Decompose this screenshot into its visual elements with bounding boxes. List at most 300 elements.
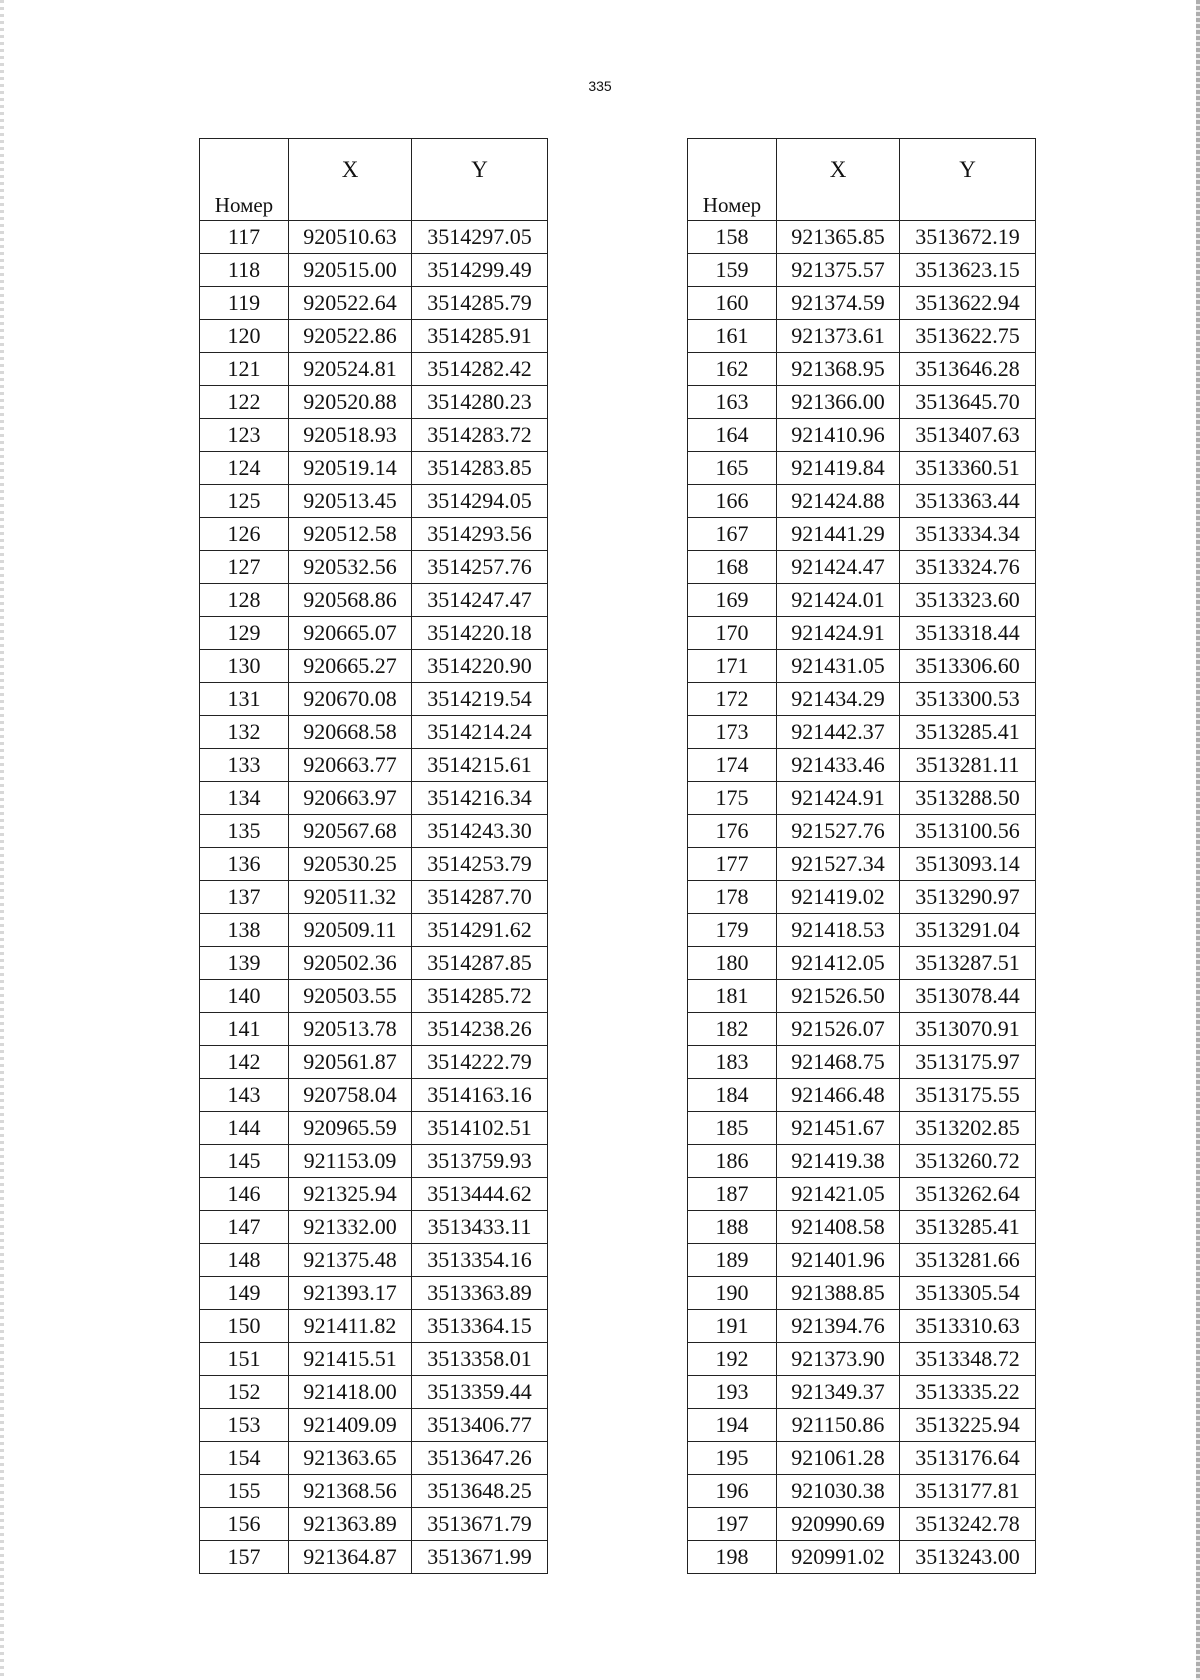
point-number-cell: 132 [200, 716, 289, 749]
x-coordinate-cell: 920663.97 [289, 782, 412, 815]
x-coordinate-cell: 921419.38 [777, 1145, 900, 1178]
point-number-cell: 128 [200, 584, 289, 617]
y-coordinate-cell: 3513622.94 [900, 287, 1036, 320]
table-row [200, 1376, 548, 1409]
x-coordinate-cell: 921375.48 [289, 1244, 412, 1277]
table-row [688, 1178, 1036, 1211]
table-row [200, 617, 548, 650]
table-row [688, 353, 1036, 386]
x-coordinate-cell: 921373.61 [777, 320, 900, 353]
point-number-cell: 175 [688, 782, 777, 815]
table-row [688, 1079, 1036, 1112]
y-coordinate-cell: 3514285.72 [412, 980, 548, 1013]
x-coordinate-cell: 921368.56 [289, 1475, 412, 1508]
table-row [688, 1277, 1036, 1310]
x-coordinate-cell: 920511.32 [289, 881, 412, 914]
point-number-cell: 184 [688, 1079, 777, 1112]
point-number-cell: 196 [688, 1475, 777, 1508]
y-coordinate-cell: 3513407.63 [900, 419, 1036, 452]
table-row [688, 419, 1036, 452]
point-number-cell: 146 [200, 1178, 289, 1211]
point-number-cell: 150 [200, 1310, 289, 1343]
x-coordinate-cell: 921325.94 [289, 1178, 412, 1211]
y-coordinate-cell: 3513078.44 [900, 980, 1036, 1013]
y-coordinate-cell: 3513406.77 [412, 1409, 548, 1442]
point-number-cell: 135 [200, 815, 289, 848]
y-coordinate-cell: 3513177.81 [900, 1475, 1036, 1508]
point-number-cell: 177 [688, 848, 777, 881]
table-row [200, 584, 548, 617]
point-number-cell: 185 [688, 1112, 777, 1145]
table-row [688, 254, 1036, 287]
x-coordinate-cell: 920668.58 [289, 716, 412, 749]
point-number-cell: 143 [200, 1079, 289, 1112]
table-row [688, 1145, 1036, 1178]
y-coordinate-cell: 3514293.56 [412, 518, 548, 551]
y-coordinate-cell: 3513287.51 [900, 947, 1036, 980]
point-number-cell: 191 [688, 1310, 777, 1343]
y-coordinate-cell: 3513363.89 [412, 1277, 548, 1310]
point-number-cell: 169 [688, 584, 777, 617]
x-coordinate-cell: 921424.47 [777, 551, 900, 584]
x-coordinate-cell: 920513.45 [289, 485, 412, 518]
table-row [200, 287, 548, 320]
y-coordinate-cell: 3513306.60 [900, 650, 1036, 683]
x-coordinate-cell: 921363.65 [289, 1442, 412, 1475]
x-coordinate-cell: 920530.25 [289, 848, 412, 881]
y-coordinate-cell: 3513671.79 [412, 1508, 548, 1541]
coordinates-table-left [199, 138, 548, 1574]
table-row [200, 1409, 548, 1442]
table-row [688, 551, 1036, 584]
y-coordinate-cell: 3514299.49 [412, 254, 548, 287]
table-row [688, 452, 1036, 485]
y-coordinate-cell: 3513323.60 [900, 584, 1036, 617]
y-coordinate-cell: 3513281.66 [900, 1244, 1036, 1277]
y-coordinate-cell: 3514291.62 [412, 914, 548, 947]
x-coordinate-cell: 921408.58 [777, 1211, 900, 1244]
table-row [200, 1442, 548, 1475]
y-coordinate-cell: 3513290.97 [900, 881, 1036, 914]
header-number: Номер [200, 139, 289, 221]
point-number-cell: 189 [688, 1244, 777, 1277]
y-coordinate-cell: 3513334.34 [900, 518, 1036, 551]
x-coordinate-cell: 921153.09 [289, 1145, 412, 1178]
y-coordinate-cell: 3514215.61 [412, 749, 548, 782]
y-coordinate-cell: 3513175.55 [900, 1079, 1036, 1112]
x-coordinate-cell: 920665.27 [289, 650, 412, 683]
table-row [688, 320, 1036, 353]
y-coordinate-cell: 3513623.15 [900, 254, 1036, 287]
x-coordinate-cell: 921424.01 [777, 584, 900, 617]
point-number-cell: 148 [200, 1244, 289, 1277]
y-coordinate-cell: 3514287.70 [412, 881, 548, 914]
x-coordinate-cell: 920991.02 [777, 1541, 900, 1574]
y-coordinate-cell: 3513671.99 [412, 1541, 548, 1574]
point-number-cell: 125 [200, 485, 289, 518]
table-row [688, 1508, 1036, 1541]
x-coordinate-cell: 920510.63 [289, 221, 412, 254]
point-number-cell: 158 [688, 221, 777, 254]
table-row [200, 716, 548, 749]
y-coordinate-cell: 3513285.41 [900, 1211, 1036, 1244]
point-number-cell: 187 [688, 1178, 777, 1211]
point-number-cell: 166 [688, 485, 777, 518]
x-coordinate-cell: 921410.96 [777, 419, 900, 452]
table-row [200, 1178, 548, 1211]
header-x: X [777, 139, 900, 221]
x-coordinate-cell: 921388.85 [777, 1277, 900, 1310]
point-number-cell: 163 [688, 386, 777, 419]
point-number-cell: 119 [200, 287, 289, 320]
x-coordinate-cell: 920503.55 [289, 980, 412, 1013]
page-number: 335 [588, 78, 612, 94]
point-number-cell: 190 [688, 1277, 777, 1310]
table-row [688, 1541, 1036, 1574]
y-coordinate-cell: 3514257.76 [412, 551, 548, 584]
point-number-cell: 126 [200, 518, 289, 551]
point-number-cell: 167 [688, 518, 777, 551]
y-coordinate-cell: 3514285.79 [412, 287, 548, 320]
table-row [688, 980, 1036, 1013]
x-coordinate-cell: 920522.64 [289, 287, 412, 320]
table-row [688, 815, 1036, 848]
y-coordinate-cell: 3513354.16 [412, 1244, 548, 1277]
table-row [200, 221, 548, 254]
y-coordinate-cell: 3514238.26 [412, 1013, 548, 1046]
y-coordinate-cell: 3513202.85 [900, 1112, 1036, 1145]
table-row [200, 1508, 548, 1541]
table-row [200, 1244, 548, 1277]
point-number-cell: 152 [200, 1376, 289, 1409]
table-row [688, 1112, 1036, 1145]
x-coordinate-cell: 920990.69 [777, 1508, 900, 1541]
table-row [200, 848, 548, 881]
y-coordinate-cell: 3513285.41 [900, 716, 1036, 749]
x-coordinate-cell: 921412.05 [777, 947, 900, 980]
table-row [688, 650, 1036, 683]
x-coordinate-cell: 921061.28 [777, 1442, 900, 1475]
y-coordinate-cell: 3513262.64 [900, 1178, 1036, 1211]
table-row [200, 1541, 548, 1574]
y-coordinate-cell: 3513363.44 [900, 485, 1036, 518]
point-number-cell: 136 [200, 848, 289, 881]
coordinates-table-right [687, 138, 1036, 1574]
point-number-cell: 138 [200, 914, 289, 947]
x-coordinate-cell: 920513.78 [289, 1013, 412, 1046]
table-row [688, 1310, 1036, 1343]
x-coordinate-cell: 921421.05 [777, 1178, 900, 1211]
point-number-cell: 162 [688, 353, 777, 386]
x-coordinate-cell: 921365.85 [777, 221, 900, 254]
y-coordinate-cell: 3513672.19 [900, 221, 1036, 254]
table-row [200, 749, 548, 782]
x-coordinate-cell: 921030.38 [777, 1475, 900, 1508]
y-coordinate-cell: 3514163.16 [412, 1079, 548, 1112]
header-y: Y [900, 139, 1036, 221]
x-coordinate-cell: 921424.91 [777, 617, 900, 650]
x-coordinate-cell: 921441.29 [777, 518, 900, 551]
table-row [200, 419, 548, 452]
point-number-cell: 124 [200, 452, 289, 485]
point-number-cell: 149 [200, 1277, 289, 1310]
point-number-cell: 145 [200, 1145, 289, 1178]
point-number-cell: 139 [200, 947, 289, 980]
y-coordinate-cell: 3513648.25 [412, 1475, 548, 1508]
x-coordinate-cell: 921466.48 [777, 1079, 900, 1112]
table-row [200, 254, 548, 287]
point-number-cell: 134 [200, 782, 289, 815]
x-coordinate-cell: 921526.50 [777, 980, 900, 1013]
table-row [688, 1475, 1036, 1508]
y-coordinate-cell: 3514253.79 [412, 848, 548, 881]
y-coordinate-cell: 3513324.76 [900, 551, 1036, 584]
point-number-cell: 188 [688, 1211, 777, 1244]
table-row [688, 221, 1036, 254]
x-coordinate-cell: 921401.96 [777, 1244, 900, 1277]
table-body-right [688, 221, 1036, 1574]
table-row [200, 518, 548, 551]
x-coordinate-cell: 920520.88 [289, 386, 412, 419]
x-coordinate-cell: 920509.11 [289, 914, 412, 947]
x-coordinate-cell: 921442.37 [777, 716, 900, 749]
x-coordinate-cell: 921368.95 [777, 353, 900, 386]
y-coordinate-cell: 3514283.85 [412, 452, 548, 485]
x-coordinate-cell: 921374.59 [777, 287, 900, 320]
point-number-cell: 165 [688, 452, 777, 485]
y-coordinate-cell: 3514220.18 [412, 617, 548, 650]
point-number-cell: 155 [200, 1475, 289, 1508]
y-coordinate-cell: 3513433.11 [412, 1211, 548, 1244]
x-coordinate-cell: 921526.07 [777, 1013, 900, 1046]
table-row [688, 914, 1036, 947]
table-row [688, 881, 1036, 914]
y-coordinate-cell: 3513242.78 [900, 1508, 1036, 1541]
table-row [688, 749, 1036, 782]
y-coordinate-cell: 3514214.24 [412, 716, 548, 749]
x-coordinate-cell: 921434.29 [777, 683, 900, 716]
scan-edge-right [1196, 0, 1200, 1680]
header-y: Y [412, 139, 548, 221]
table-row [688, 617, 1036, 650]
y-coordinate-cell: 3513291.04 [900, 914, 1036, 947]
x-coordinate-cell: 921373.90 [777, 1343, 900, 1376]
x-coordinate-cell: 921394.76 [777, 1310, 900, 1343]
y-coordinate-cell: 3513243.00 [900, 1541, 1036, 1574]
point-number-cell: 183 [688, 1046, 777, 1079]
x-coordinate-cell: 921409.09 [289, 1409, 412, 1442]
point-number-cell: 137 [200, 881, 289, 914]
point-number-cell: 192 [688, 1343, 777, 1376]
y-coordinate-cell: 3513364.15 [412, 1310, 548, 1343]
point-number-cell: 181 [688, 980, 777, 1013]
point-number-cell: 142 [200, 1046, 289, 1079]
point-number-cell: 122 [200, 386, 289, 419]
x-coordinate-cell: 920502.36 [289, 947, 412, 980]
x-coordinate-cell: 920670.08 [289, 683, 412, 716]
point-number-cell: 197 [688, 1508, 777, 1541]
table-row [200, 353, 548, 386]
y-coordinate-cell: 3513100.56 [900, 815, 1036, 848]
x-coordinate-cell: 920561.87 [289, 1046, 412, 1079]
table-row [688, 1442, 1036, 1475]
x-coordinate-cell: 920524.81 [289, 353, 412, 386]
table-row [200, 881, 548, 914]
x-coordinate-cell: 921468.75 [777, 1046, 900, 1079]
x-coordinate-cell: 921527.76 [777, 815, 900, 848]
y-coordinate-cell: 3513288.50 [900, 782, 1036, 815]
x-coordinate-cell: 921332.00 [289, 1211, 412, 1244]
x-coordinate-cell: 921349.37 [777, 1376, 900, 1409]
x-coordinate-cell: 921393.17 [289, 1277, 412, 1310]
table-row [688, 1211, 1036, 1244]
x-coordinate-cell: 921415.51 [289, 1343, 412, 1376]
table-row [200, 1277, 548, 1310]
table-row [688, 947, 1036, 980]
point-number-cell: 157 [200, 1541, 289, 1574]
point-number-cell: 193 [688, 1376, 777, 1409]
y-coordinate-cell: 3514222.79 [412, 1046, 548, 1079]
y-coordinate-cell: 3513348.72 [900, 1343, 1036, 1376]
y-coordinate-cell: 3513759.93 [412, 1145, 548, 1178]
table-row [688, 518, 1036, 551]
x-coordinate-cell: 921411.82 [289, 1310, 412, 1343]
y-coordinate-cell: 3514216.34 [412, 782, 548, 815]
point-number-cell: 170 [688, 617, 777, 650]
table-row [200, 980, 548, 1013]
y-coordinate-cell: 3513646.28 [900, 353, 1036, 386]
table-row [200, 1211, 548, 1244]
table-row [200, 650, 548, 683]
table-row [688, 485, 1036, 518]
y-coordinate-cell: 3514243.30 [412, 815, 548, 848]
point-number-cell: 160 [688, 287, 777, 320]
table-body-left [200, 221, 548, 1574]
table-row [200, 1475, 548, 1508]
x-coordinate-cell: 920515.00 [289, 254, 412, 287]
table-header-row [688, 139, 1036, 221]
table-row [688, 1046, 1036, 1079]
point-number-cell: 154 [200, 1442, 289, 1475]
x-coordinate-cell: 920567.68 [289, 815, 412, 848]
y-coordinate-cell: 3513310.63 [900, 1310, 1036, 1343]
point-number-cell: 121 [200, 353, 289, 386]
table-row [200, 1013, 548, 1046]
y-coordinate-cell: 3514297.05 [412, 221, 548, 254]
point-number-cell: 123 [200, 419, 289, 452]
table-row [200, 320, 548, 353]
y-coordinate-cell: 3513645.70 [900, 386, 1036, 419]
point-number-cell: 130 [200, 650, 289, 683]
x-coordinate-cell: 921431.05 [777, 650, 900, 683]
table-row [688, 1409, 1036, 1442]
point-number-cell: 131 [200, 683, 289, 716]
y-coordinate-cell: 3513360.51 [900, 452, 1036, 485]
point-number-cell: 133 [200, 749, 289, 782]
x-coordinate-cell: 920518.93 [289, 419, 412, 452]
point-number-cell: 186 [688, 1145, 777, 1178]
y-coordinate-cell: 3514102.51 [412, 1112, 548, 1145]
x-coordinate-cell: 920522.86 [289, 320, 412, 353]
point-number-cell: 117 [200, 221, 289, 254]
y-coordinate-cell: 3513622.75 [900, 320, 1036, 353]
point-number-cell: 153 [200, 1409, 289, 1442]
table-row [200, 683, 548, 716]
point-number-cell: 159 [688, 254, 777, 287]
point-number-cell: 118 [200, 254, 289, 287]
y-coordinate-cell: 3513070.91 [900, 1013, 1036, 1046]
table-row [688, 683, 1036, 716]
table-row [688, 386, 1036, 419]
y-coordinate-cell: 3514247.47 [412, 584, 548, 617]
x-coordinate-cell: 921150.86 [777, 1409, 900, 1442]
point-number-cell: 173 [688, 716, 777, 749]
table-row [200, 1046, 548, 1079]
y-coordinate-cell: 3513305.54 [900, 1277, 1036, 1310]
x-coordinate-cell: 920663.77 [289, 749, 412, 782]
x-coordinate-cell: 921418.53 [777, 914, 900, 947]
y-coordinate-cell: 3513444.62 [412, 1178, 548, 1211]
point-number-cell: 127 [200, 551, 289, 584]
table-row [200, 1112, 548, 1145]
x-coordinate-cell: 920532.56 [289, 551, 412, 584]
point-number-cell: 178 [688, 881, 777, 914]
x-coordinate-cell: 920758.04 [289, 1079, 412, 1112]
x-coordinate-cell: 921364.87 [289, 1541, 412, 1574]
x-coordinate-cell: 920965.59 [289, 1112, 412, 1145]
point-number-cell: 120 [200, 320, 289, 353]
table-header-row [200, 139, 548, 221]
table-row [200, 1145, 548, 1178]
table-row [200, 485, 548, 518]
x-coordinate-cell: 921418.00 [289, 1376, 412, 1409]
point-number-cell: 195 [688, 1442, 777, 1475]
x-coordinate-cell: 921424.88 [777, 485, 900, 518]
table-row [200, 782, 548, 815]
table-row [200, 551, 548, 584]
y-coordinate-cell: 3513359.44 [412, 1376, 548, 1409]
x-coordinate-cell: 921451.67 [777, 1112, 900, 1145]
table-row [688, 1376, 1036, 1409]
y-coordinate-cell: 3513335.22 [900, 1376, 1036, 1409]
header-x: X [289, 139, 412, 221]
x-coordinate-cell: 921419.84 [777, 452, 900, 485]
table-row [688, 287, 1036, 320]
table-row [200, 914, 548, 947]
point-number-cell: 182 [688, 1013, 777, 1046]
table-row [200, 1079, 548, 1112]
y-coordinate-cell: 3513225.94 [900, 1409, 1036, 1442]
y-coordinate-cell: 3514220.90 [412, 650, 548, 683]
y-coordinate-cell: 3513358.01 [412, 1343, 548, 1376]
point-number-cell: 179 [688, 914, 777, 947]
y-coordinate-cell: 3514285.91 [412, 320, 548, 353]
point-number-cell: 161 [688, 320, 777, 353]
header-number: Номер [688, 139, 777, 221]
x-coordinate-cell: 920519.14 [289, 452, 412, 485]
x-coordinate-cell: 921366.00 [777, 386, 900, 419]
x-coordinate-cell: 920568.86 [289, 584, 412, 617]
table-row [688, 848, 1036, 881]
table-row [200, 1310, 548, 1343]
table-row [200, 386, 548, 419]
point-number-cell: 147 [200, 1211, 289, 1244]
point-number-cell: 194 [688, 1409, 777, 1442]
x-coordinate-cell: 921424.91 [777, 782, 900, 815]
point-number-cell: 198 [688, 1541, 777, 1574]
y-coordinate-cell: 3514282.42 [412, 353, 548, 386]
point-number-cell: 144 [200, 1112, 289, 1145]
